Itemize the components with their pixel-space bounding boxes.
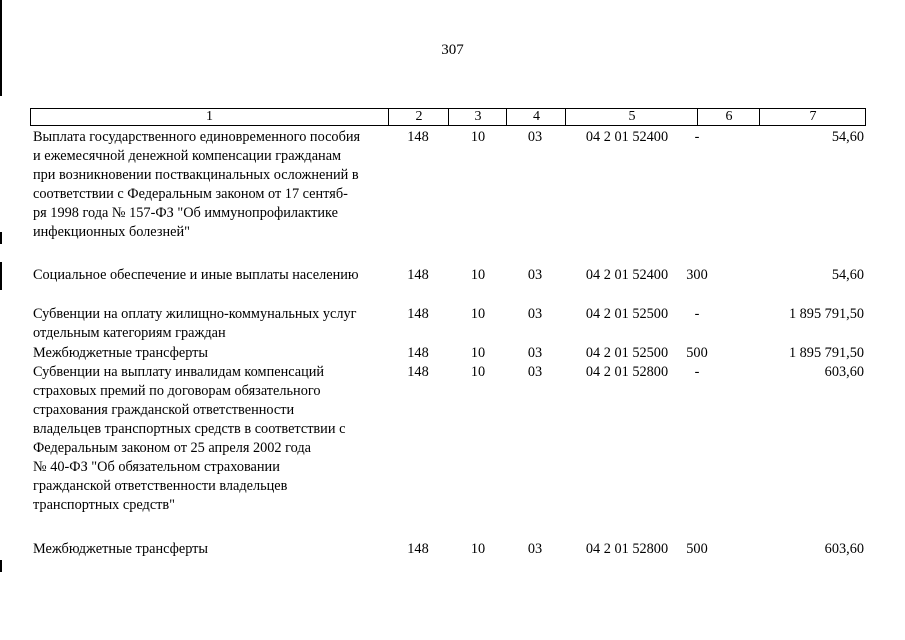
cell-code: 148	[407, 306, 429, 322]
row-name-line: страхования гражданской ответственности	[33, 402, 295, 418]
cell-code: 148	[407, 541, 429, 557]
page-edge-line	[0, 560, 2, 572]
row-name-line: Федеральным законом от 25 апреля 2002 года	[33, 440, 312, 456]
row-name-line: соответствии с Федеральным законом от 17 сентяб-	[33, 186, 348, 202]
row-name-line: при возникновении поствакцинальных осложнений в	[33, 167, 359, 183]
cell-subsection: 03	[527, 345, 543, 361]
cell-amount: 54,60	[831, 129, 864, 145]
cell-subsection: 03	[527, 267, 543, 283]
cell-expense-type: 500	[686, 541, 708, 557]
cell-section: 10	[470, 129, 486, 145]
cell-expense-type: -	[694, 129, 700, 145]
row-name	[33, 344, 385, 363]
row-name	[33, 540, 385, 559]
cell-section: 10	[470, 541, 486, 557]
row-name-line: страховых премий по договорам обязательного	[33, 383, 321, 399]
cell-expense-type: -	[694, 364, 700, 380]
cell-subsection: 03	[527, 129, 543, 145]
cell-target-item: 04 2 01 52500	[585, 306, 669, 322]
cell-expense-type: 300	[686, 267, 708, 283]
row-name-line: Межбюджетные трансферты	[33, 541, 209, 557]
cell-subsection: 03	[527, 541, 543, 557]
row-name-line: № 40-ФЗ "Об обязательном страховании	[33, 459, 280, 475]
row-name-line: Межбюджетные трансферты	[33, 345, 209, 361]
page-number: 307	[441, 42, 464, 58]
cell-target-item: 04 2 01 52800	[585, 364, 669, 380]
header-col-5: 5	[565, 109, 698, 125]
page-edge-line	[0, 232, 2, 244]
cell-code: 148	[407, 267, 429, 283]
row-name	[33, 363, 385, 515]
cell-code: 148	[407, 364, 429, 380]
cell-expense-type: 500	[686, 345, 708, 361]
cell-subsection: 03	[527, 306, 543, 322]
cell-section: 10	[470, 364, 486, 380]
row-name-line: гражданской ответственности владельцев	[33, 478, 288, 494]
row-name-line: отдельным категориям граждан	[33, 325, 226, 341]
row-name-line: владельцев транспортных средств в соответствии с	[33, 421, 346, 437]
cell-section: 10	[470, 306, 486, 322]
header-col-4: 4	[506, 109, 566, 125]
cell-target-item: 04 2 01 52400	[585, 267, 669, 283]
cell-amount: 603,60	[824, 364, 864, 380]
row-name-line: Выплата государственного единовременного пособия	[33, 129, 361, 145]
cell-subsection: 03	[527, 364, 543, 380]
row-name-line: и ежемесячной денежной компенсации гражданам	[33, 148, 342, 164]
cell-target-item: 04 2 01 52400	[585, 129, 669, 145]
header-col-6: 6	[697, 109, 760, 125]
cell-amount: 1 895 791,50	[788, 306, 864, 322]
row-name-line: транспортных средств"	[33, 497, 176, 513]
row-name-line: Социальное обеспечение и иные выплаты населению	[33, 267, 359, 283]
row-name-line: Субвенции на оплату жилищно-коммунальных услуг	[33, 306, 357, 322]
row-name-line: ря 1998 года № 157-ФЗ "Об иммунопрофилактике	[33, 205, 338, 221]
cell-section: 10	[470, 267, 486, 283]
header-col-7: 7	[759, 109, 866, 125]
row-name-line: Субвенции на выплату инвалидам компенсаций	[33, 364, 325, 380]
header-col-3: 3	[448, 109, 507, 125]
page-edge-line	[0, 262, 2, 290]
cell-section: 10	[470, 345, 486, 361]
cell-amount: 1 895 791,50	[788, 345, 864, 361]
row-name	[33, 128, 385, 242]
header-col-2: 2	[388, 109, 449, 125]
cell-expense-type: -	[694, 306, 700, 322]
cell-amount: 603,60	[824, 541, 864, 557]
cell-amount: 54,60	[831, 267, 864, 283]
row-name	[33, 266, 385, 285]
cell-target-item: 04 2 01 52500	[585, 345, 669, 361]
row-name	[33, 305, 385, 343]
cell-code: 148	[407, 345, 429, 361]
cell-target-item: 04 2 01 52800	[585, 541, 669, 557]
cell-code: 148	[407, 129, 429, 145]
header-col-1: 1	[206, 109, 213, 124]
row-name-line: инфекционных болезней"	[33, 224, 190, 240]
table-header-row	[30, 108, 866, 126]
